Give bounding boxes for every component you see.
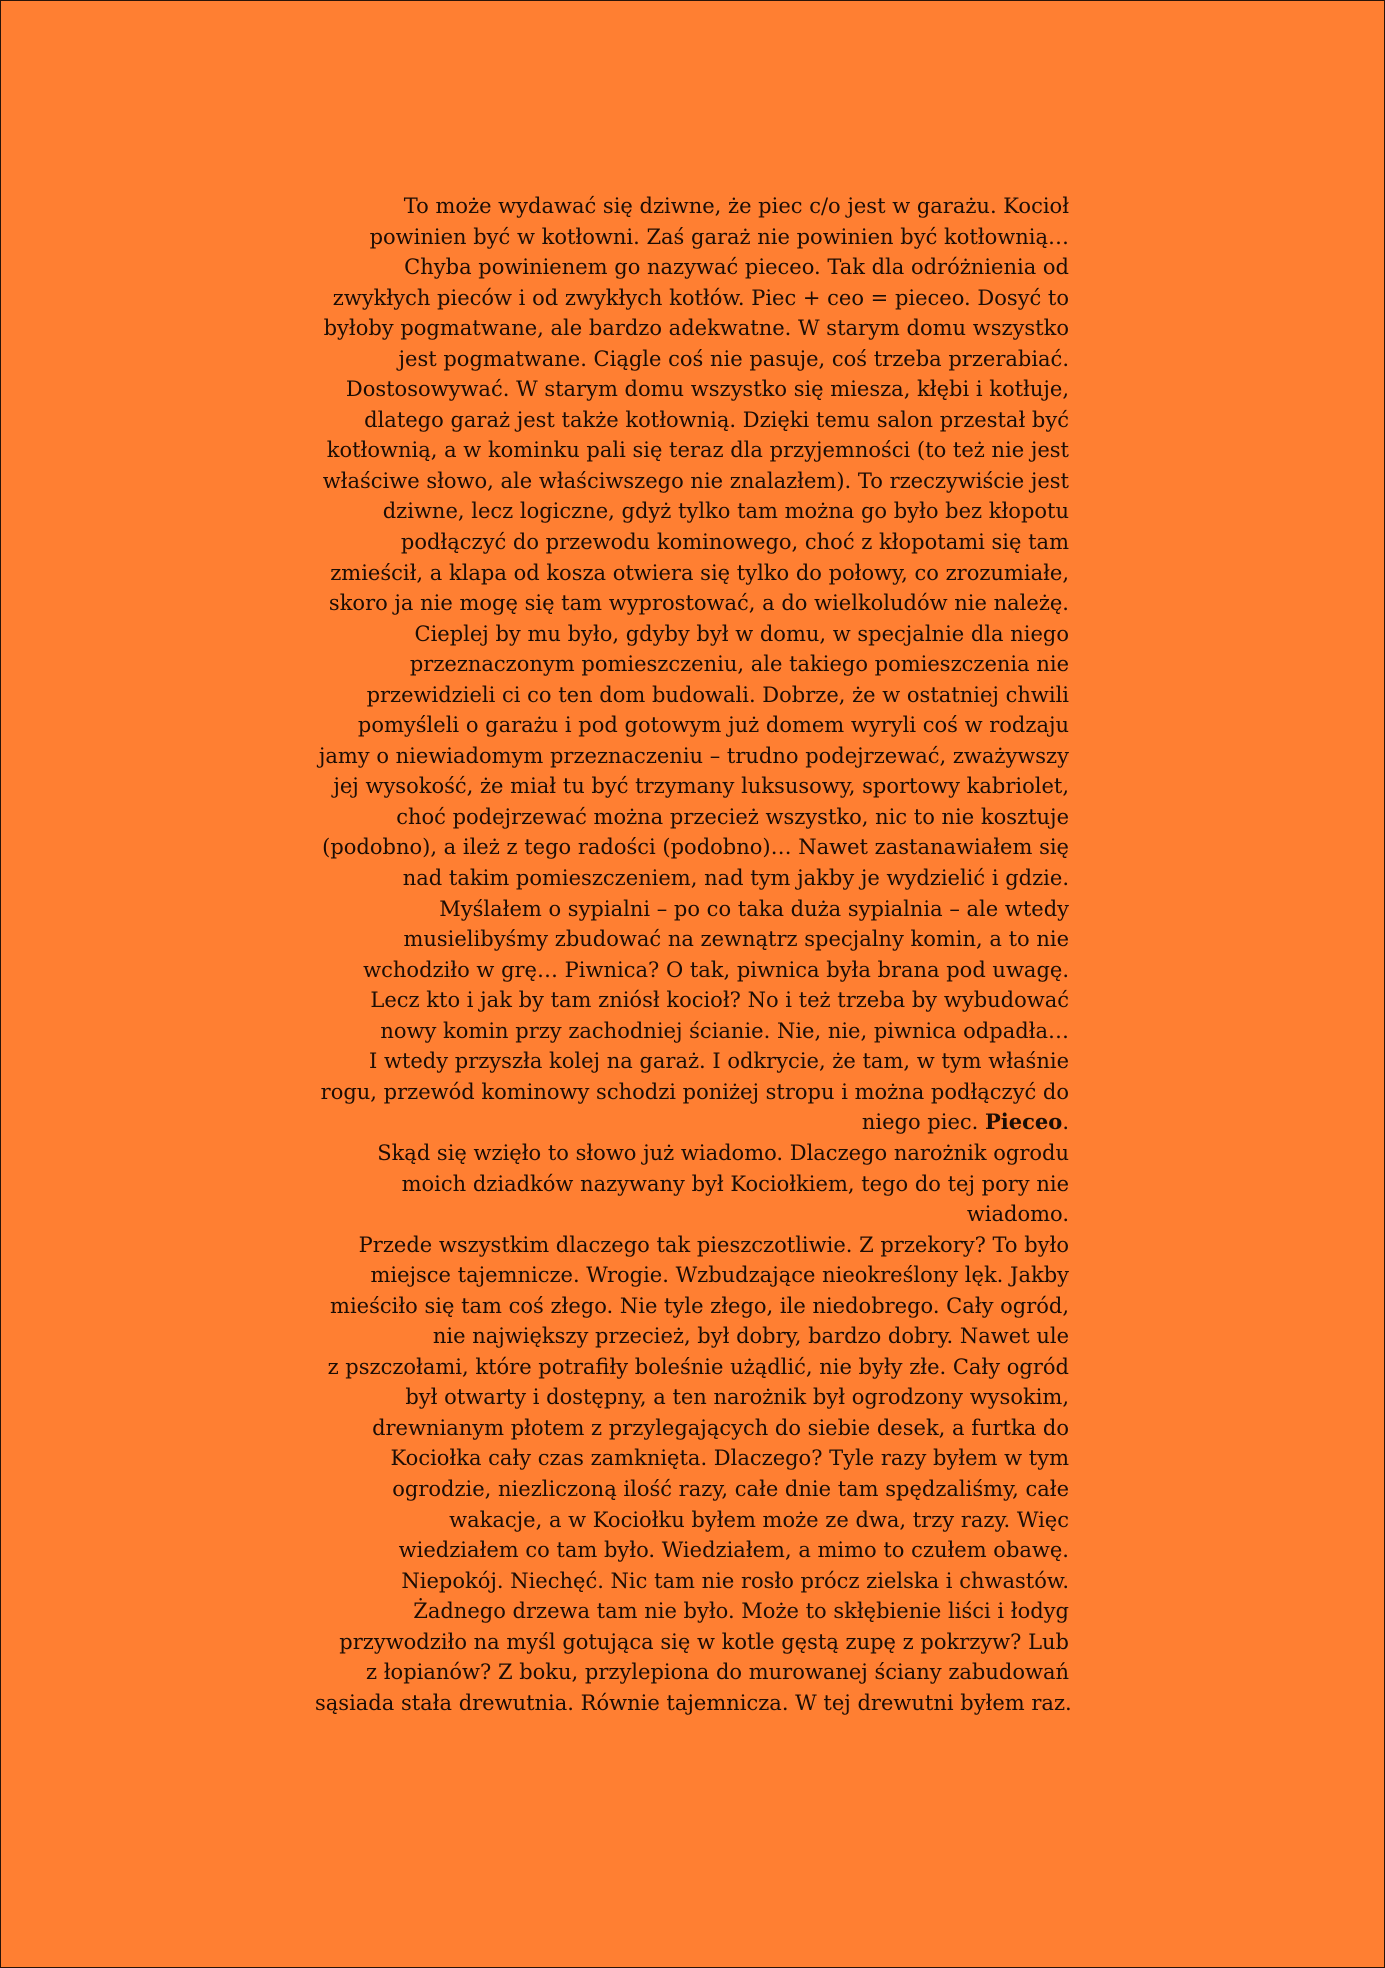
- text-line: [315, 222, 1069, 253]
- text-line-content: jest pogmatwane. Ciągle coś nie pasuje, coś trzeba przerabiać.: [398, 346, 1069, 371]
- text-line-content: kotłownią, a w kominku pali się teraz dla przyjemności (to też nie jest: [326, 438, 1069, 463]
- text-line-content: Żadnego drzewa tam nie było. Może to skłębienie liści i łodyg: [413, 1599, 1069, 1624]
- text-line-content: z łopianów? Z boku, przylepiona do murowanej ściany zabudowań: [366, 1660, 1069, 1685]
- text-line-content: był otwarty i dostępny, a ten narożnik był ogrodzony wysokim,: [405, 1385, 1069, 1410]
- text-line: [315, 283, 1069, 314]
- text-line: [315, 1291, 1069, 1322]
- text-line: [315, 985, 1069, 1016]
- text-line-content: byłoby pogmatwane, ale bardzo adekwatne. W starym domu wszystko: [323, 316, 1069, 341]
- text-line-content: mieściło się tam coś złego. Nie tyle złego, ile niedobrego. Cały ogród,: [330, 1293, 1069, 1318]
- text-line-content: niego piec.: [861, 1110, 979, 1135]
- text-line-content: podłączyć do przewodu kominowego, choć z kłopotami się tam: [400, 530, 1069, 555]
- text-line: [315, 1260, 1069, 1291]
- bold-word: Pieceo: [985, 1109, 1063, 1135]
- text-line: [315, 527, 1069, 558]
- text-line-content: dziwne, lecz logiczne, gdyż tylko tam można go było bez kłopotu: [382, 499, 1069, 524]
- text-line: [315, 1535, 1069, 1566]
- text-line-content: To może wydawać się dziwne, że piec c/o jest w garażu. Kocioł: [403, 194, 1069, 218]
- text-line: [315, 649, 1069, 680]
- text-line: [315, 466, 1069, 497]
- text-line: [315, 1046, 1069, 1077]
- text-line-content: jej wysokość, że miał tu być trzymany luksusowy, sportowy kabriolet,: [333, 774, 1069, 799]
- text-line: [315, 924, 1069, 955]
- text-line-content: musielibyśmy zbudować na zewnątrz specjalny komin, a to nie: [403, 927, 1069, 952]
- text-line-content: Przede wszystkim dlaczego tak pieszczotliwie. Z przekory? To było: [358, 1232, 1069, 1257]
- text-line: [315, 710, 1069, 741]
- text-line-content: wakacje, a w Kociołku byłem może ze dwa, trzy razy. Więc: [449, 1507, 1069, 1532]
- text-line-content: miejsce tajemnicze. Wrogie. Wzbudzające nieokreślony lęk. Jakby: [370, 1263, 1069, 1288]
- text-line: [315, 1199, 1069, 1230]
- text-line-content: nad takim pomieszczeniem, nad tym jakby je wydzielić i gdzie.: [402, 866, 1069, 891]
- text-line: [315, 1566, 1069, 1597]
- text-line: [315, 435, 1069, 466]
- text-line-content: Skąd się wzięło to słowo już wiadomo. Dlaczego narożnik ogrodu: [377, 1140, 1069, 1165]
- text-line: [315, 1382, 1069, 1413]
- body-text: [315, 191, 1072, 1718]
- text-line: [315, 1443, 1069, 1474]
- text-line: [315, 1505, 1069, 1536]
- text-line: [315, 1138, 1069, 1169]
- text-line: [315, 802, 1069, 833]
- text-line: [315, 894, 1069, 925]
- text-line: [315, 1413, 1069, 1444]
- text-line: [315, 191, 1069, 222]
- text-line: [315, 863, 1069, 894]
- text-line: [315, 1596, 1069, 1627]
- text-line: [315, 955, 1069, 986]
- text-line: [315, 1657, 1069, 1688]
- text-line: [315, 1169, 1069, 1200]
- text-line-content: Lecz kto i jak by tam zniósł kocioł? No i też trzeba by wybudować: [370, 988, 1069, 1013]
- text-line-content: ogrodzie, niezliczoną ilość razy, całe dnie tam spędzaliśmy, całe: [392, 1476, 1069, 1501]
- text-line: [315, 374, 1069, 405]
- text-line-content: Chyba powinienem go nazywać pieceo. Tak dla odróżnienia od: [404, 255, 1069, 280]
- text-line-content: wchodziło w grę… Piwnica? O tak, piwnica była brana pod uwagę.: [363, 957, 1069, 982]
- text-line: [315, 344, 1069, 375]
- text-line-content: wiadomo.: [966, 1202, 1069, 1227]
- text-line: [315, 832, 1069, 863]
- text-line-content: Kociołka cały czas zamknięta. Dlaczego? Tyle razy byłem w tym: [390, 1446, 1069, 1471]
- text-line: [315, 588, 1069, 619]
- text-line-content: I wtedy przyszła kolej na garaż. I odkrycie, że tam, w tym właśnie: [368, 1049, 1069, 1074]
- text-line: [315, 1627, 1069, 1658]
- text-line-content: przewidzieli ci co ten dom budowali. Dobrze, że w ostatniej chwili: [366, 682, 1069, 707]
- text-line-content: nowy komin przy zachodniej ścianie. Nie, nie, piwnica odpadła…: [380, 1018, 1069, 1043]
- text-line-content: drewnianym płotem z przylegających do siebie desek, a furtka do: [372, 1415, 1069, 1440]
- text-line-content: jamy o niewiadomym przeznaczeniu – trudno podejrzewać, zważywszy: [318, 743, 1069, 768]
- text-line-content: zwykłych pieców i od zwykłych kotłów. Piec + ceo = pieceo. Dosyć to: [332, 285, 1069, 310]
- text-line: [315, 1077, 1069, 1108]
- text-line-content: moich dziadków nazywany był Kociołkiem, tego do tej pory nie: [401, 1171, 1069, 1196]
- text-line-content: Niepokój. Niechęć. Nic tam nie rosło prócz zielska i chwastów.: [401, 1568, 1069, 1593]
- text-line: [315, 1016, 1069, 1047]
- text-line-content: powinien być w kotłowni. Zaś garaż nie powinien być kotłownią…: [369, 224, 1069, 249]
- text-line: [315, 1352, 1069, 1383]
- text-line: [315, 496, 1069, 527]
- text-line-content: Cieplej by mu było, gdyby był w domu, w specjalnie dla niego: [414, 621, 1069, 646]
- text-line: [315, 1230, 1069, 1261]
- text-line-content: choć podejrzewać można przecież wszystko, nic to nie kosztuje: [396, 804, 1069, 829]
- text-line-content: dlatego garaż jest także kotłownią. Dzięki temu salon przestał być: [364, 407, 1069, 432]
- text-line: [315, 252, 1069, 283]
- bold-word-suffix: .: [1062, 1110, 1069, 1135]
- text-line-content: (podobno), a ileż z tego radości (podobno)… Nawet zastanawiałem się: [322, 835, 1069, 860]
- text-line-content: sąsiada stała drewutnia. Równie tajemnicza. W tej drewutni byłem raz.: [315, 1690, 1072, 1715]
- text-line-content: wiedziałem co tam było. Wiedziałem, a mimo to czułem obawę.: [398, 1538, 1069, 1563]
- text-line-content: Dostosowywać. W starym domu wszystko się miesza, kłębi i kotłuje,: [345, 377, 1069, 402]
- text-line: [315, 313, 1069, 344]
- text-line: [315, 619, 1069, 650]
- text-line-content: przeznaczonym pomieszczeniu, ale takiego pomieszczenia nie: [409, 652, 1069, 677]
- text-line: [315, 1107, 1069, 1138]
- text-line: [315, 680, 1069, 711]
- text-line-content: skoro ja nie mogę się tam wyprostować, a do wielkoludów nie należę.: [328, 591, 1069, 616]
- text-line: [315, 1688, 1072, 1719]
- text-line: [315, 405, 1069, 436]
- text-line: [315, 1474, 1069, 1505]
- text-line-content: przywodziło na myśl gotująca się w kotle gęstą zupę z pokrzyw? Lub: [339, 1629, 1069, 1654]
- text-line-content: właściwe słowo, ale właściwszego nie znalazłem). To rzeczywiście jest: [322, 468, 1069, 493]
- text-line-content: pomyśleli o garażu i pod gotowym już domem wyryli coś w rodzaju: [357, 713, 1069, 738]
- text-line-content: zmieścił, a klapa od kosza otwiera się tylko do połowy, co zrozumiałe,: [330, 560, 1069, 585]
- text-line-content: rogu, przewód kominowy schodzi poniżej stropu i można podłączyć do: [320, 1079, 1069, 1104]
- text-line: [315, 1321, 1069, 1352]
- text-line-content: nie największy przecież, był dobry, bardzo dobry. Nawet ule: [432, 1324, 1069, 1349]
- text-line: [315, 771, 1069, 802]
- text-line: [315, 741, 1069, 772]
- text-line-content: z pszczołami, które potrafiły boleśnie użądlić, nie były złe. Cały ogród: [327, 1354, 1069, 1379]
- text-line-content: Myślałem o sypialni – po co taka duża sypialnia – ale wtedy: [439, 896, 1069, 921]
- text-line: [315, 558, 1069, 589]
